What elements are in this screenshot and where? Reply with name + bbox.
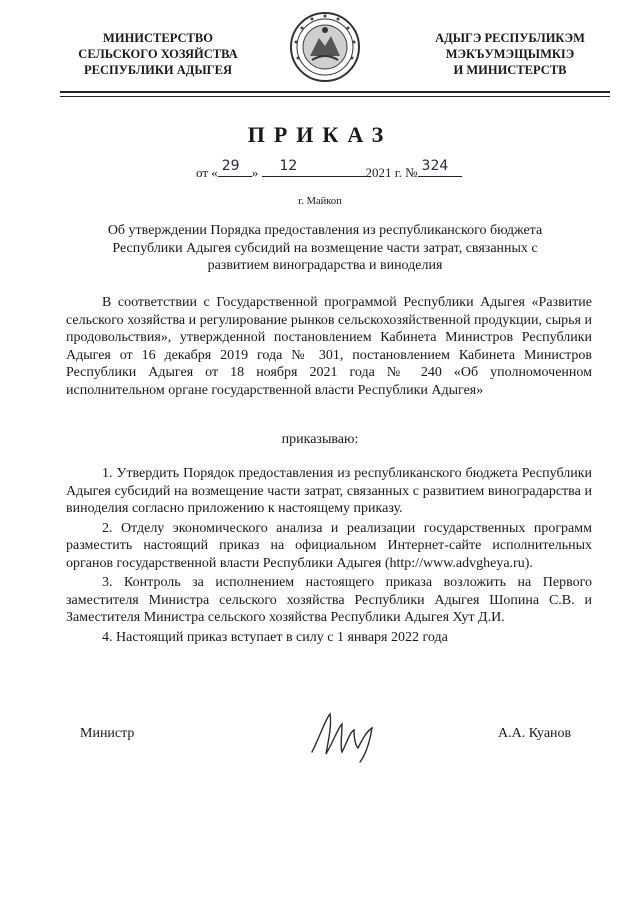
ministry-adyghe-line-1: АДЫГЭ РЕСПУБЛИКЭМ xyxy=(435,31,585,45)
ministry-line-1: МИНИСТЕРСТВО xyxy=(103,31,213,45)
date-day-field xyxy=(218,158,252,177)
date-close-quote: » xyxy=(251,165,259,180)
order-items xyxy=(66,465,592,648)
date-month-field xyxy=(262,158,366,177)
order-number: 324 xyxy=(421,158,449,174)
preamble-paragraph xyxy=(66,294,592,399)
header-divider-thin xyxy=(60,96,610,97)
order-word: приказываю: xyxy=(281,432,359,447)
ministry-name-russian xyxy=(58,30,258,78)
ministry-adyghe-line-3: И МИНИСТЕРСТВ xyxy=(453,63,567,77)
signatory-role: Министр xyxy=(80,726,135,741)
date-prefix: от « xyxy=(196,165,218,180)
order-number-field xyxy=(418,158,462,177)
ministry-adyghe-line-2: МЭКЪУМЭЩЫМКІЭ xyxy=(445,47,575,61)
adygea-coat-of-arms-icon xyxy=(288,10,362,84)
number-prefix: № xyxy=(405,165,418,180)
order-subject: Об утверждении Порядка предоставления из республиканского бюджета Республики Адыгея субсидий на возмещение части затрат, связанных с развитием виноградарства и виноделия xyxy=(107,223,543,273)
date-year: 2021 г. xyxy=(365,165,402,180)
ministry-name-adyghe xyxy=(400,30,620,78)
ministry-line-2: СЕЛЬСКОГО ХОЗЯЙСТВА xyxy=(78,47,238,61)
ministry-line-3: РЕСПУБЛИКИ АДЫГЕЯ xyxy=(83,63,233,77)
document-title: ПРИКАЗ xyxy=(247,122,393,147)
order-item-3: 3. Контроль за исполнением настоящего приказа возложить на Первого заместителя Министра сельского хозяйства Республики Адыгея Шопина С.В. и Заместителя Министра сельского хозяйства Республики Адыгея Хут Д.И. xyxy=(66,575,592,625)
city-label: г. Майкоп xyxy=(298,196,342,207)
header-divider-thick xyxy=(60,91,610,93)
order-item-1: 1. Утвердить Порядок предоставления из республиканского бюджета Республики Адыгея субсидий на возмещение части затрат, связанных с развитием виноградарства и виноделия согласно приложению к настоящему приказу. xyxy=(66,466,592,516)
order-date-line xyxy=(196,158,462,181)
order-item-2: 2. Отделу экономического анализа и реализации государственных программ разместить настоящий приказ на официальном Интернет-сайте исполнительных органов государственной власти Республики Адыгея (http://www.advgheya.ru). xyxy=(66,520,592,571)
date-month: 12 xyxy=(279,158,298,174)
preamble-text: В соответствии с Государственной программой Республики Адыгея «Развитие сельского хозяйства и регулирование рынков сельскохозяйственной продукции, сырья и продовольствия», утвержденной постановлением Кабинета Министров Республики Адыгея от 16 декабря 2019 года № 301, постановлением Кабинета Министров Республики Адыгея от 18 ноября 2021 года № 240 «Об уполномоченном исполнительном органе государственной власти Республики Адыгея» xyxy=(66,295,592,398)
date-day: 29 xyxy=(221,158,240,174)
handwritten-signature-icon xyxy=(306,706,386,766)
signatory-name: А.А. Куанов xyxy=(498,726,572,741)
order-item-4: 4. Настоящий приказ вступает в силу с 1 января 2022 года xyxy=(102,629,448,645)
